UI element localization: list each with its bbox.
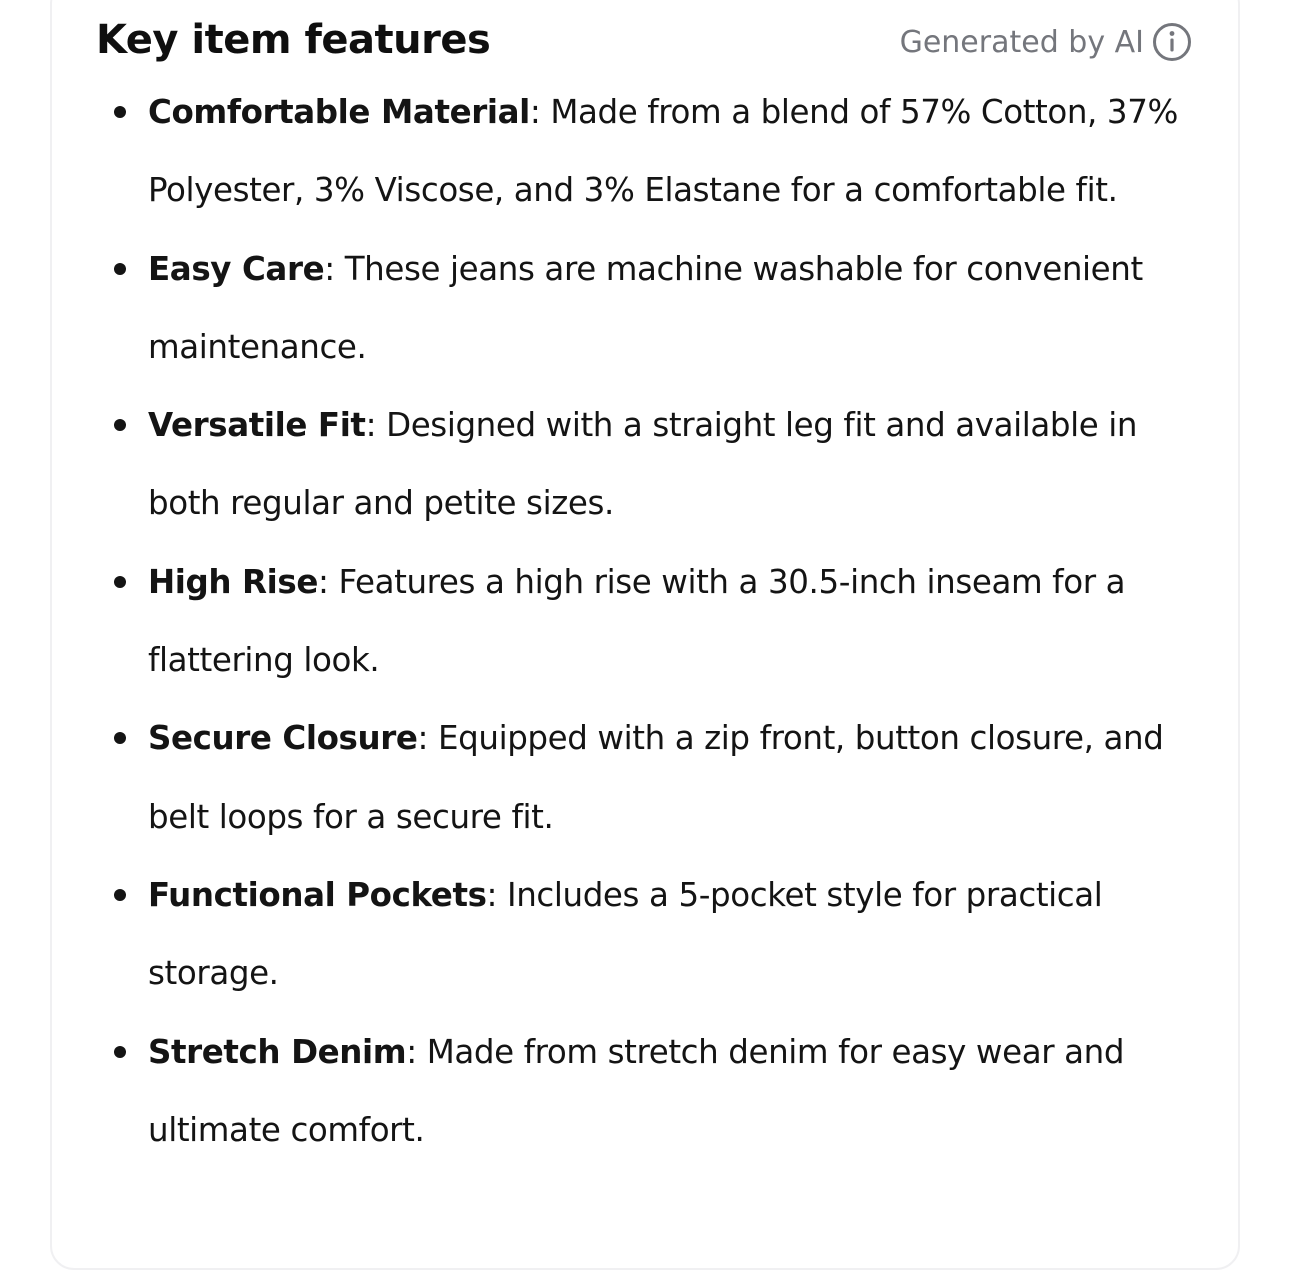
feature-description: These jeans are machine washable for convenient maintenance. <box>148 249 1143 366</box>
feature-name: Stretch Denim <box>148 1032 407 1071</box>
list-item <box>96 1013 1206 1170</box>
feature-name: High Rise <box>148 562 319 601</box>
feature-name: Functional Pockets <box>148 875 487 914</box>
feature-description: Equipped with a zip front, button closure, and belt loops for a secure fit. <box>148 719 1164 836</box>
feature-separator: : <box>529 93 541 131</box>
feature-description: Made from a blend of 57% Cotton, 37% Polyester, 3% Viscose, and 3% Elastane for a comfortable fit. <box>148 93 1178 210</box>
feature-separator: : <box>486 875 498 914</box>
ai-generated-label: Generated by AI <box>899 24 1144 60</box>
list-item <box>96 386 1206 543</box>
feature-name: Versatile Fit <box>148 406 366 445</box>
feature-description: Features a high rise with a 30.5-inch inseam for a flattering look. <box>148 562 1126 680</box>
feature-description: Designed with a straight leg fit and available in both regular and petite sizes. <box>148 406 1138 523</box>
feature-list <box>96 73 1206 1169</box>
feature-separator: : <box>406 1032 417 1071</box>
feature-separator: : <box>417 719 429 758</box>
feature-separator: : <box>324 249 335 288</box>
feature-name: Comfortable Material <box>148 93 530 131</box>
list-item <box>96 73 1206 230</box>
feature-name: Easy Care <box>148 249 325 288</box>
info-icon[interactable] <box>1152 22 1192 62</box>
ai-generated-tag <box>900 20 1192 64</box>
list-item <box>96 856 1206 1013</box>
section-header <box>96 12 1192 72</box>
section-title: Key item features <box>96 17 491 63</box>
feature-separator: : <box>365 406 377 445</box>
feature-description: Includes a 5-pocket style for practical storage. <box>148 875 1103 993</box>
list-item <box>96 230 1206 387</box>
feature-description: Made from stretch denim for easy wear and ultimate comfort. <box>148 1032 1125 1149</box>
feature-separator: : <box>318 562 329 601</box>
list-item <box>96 699 1206 856</box>
list-item <box>96 543 1206 700</box>
feature-name: Secure Closure <box>148 719 418 758</box>
